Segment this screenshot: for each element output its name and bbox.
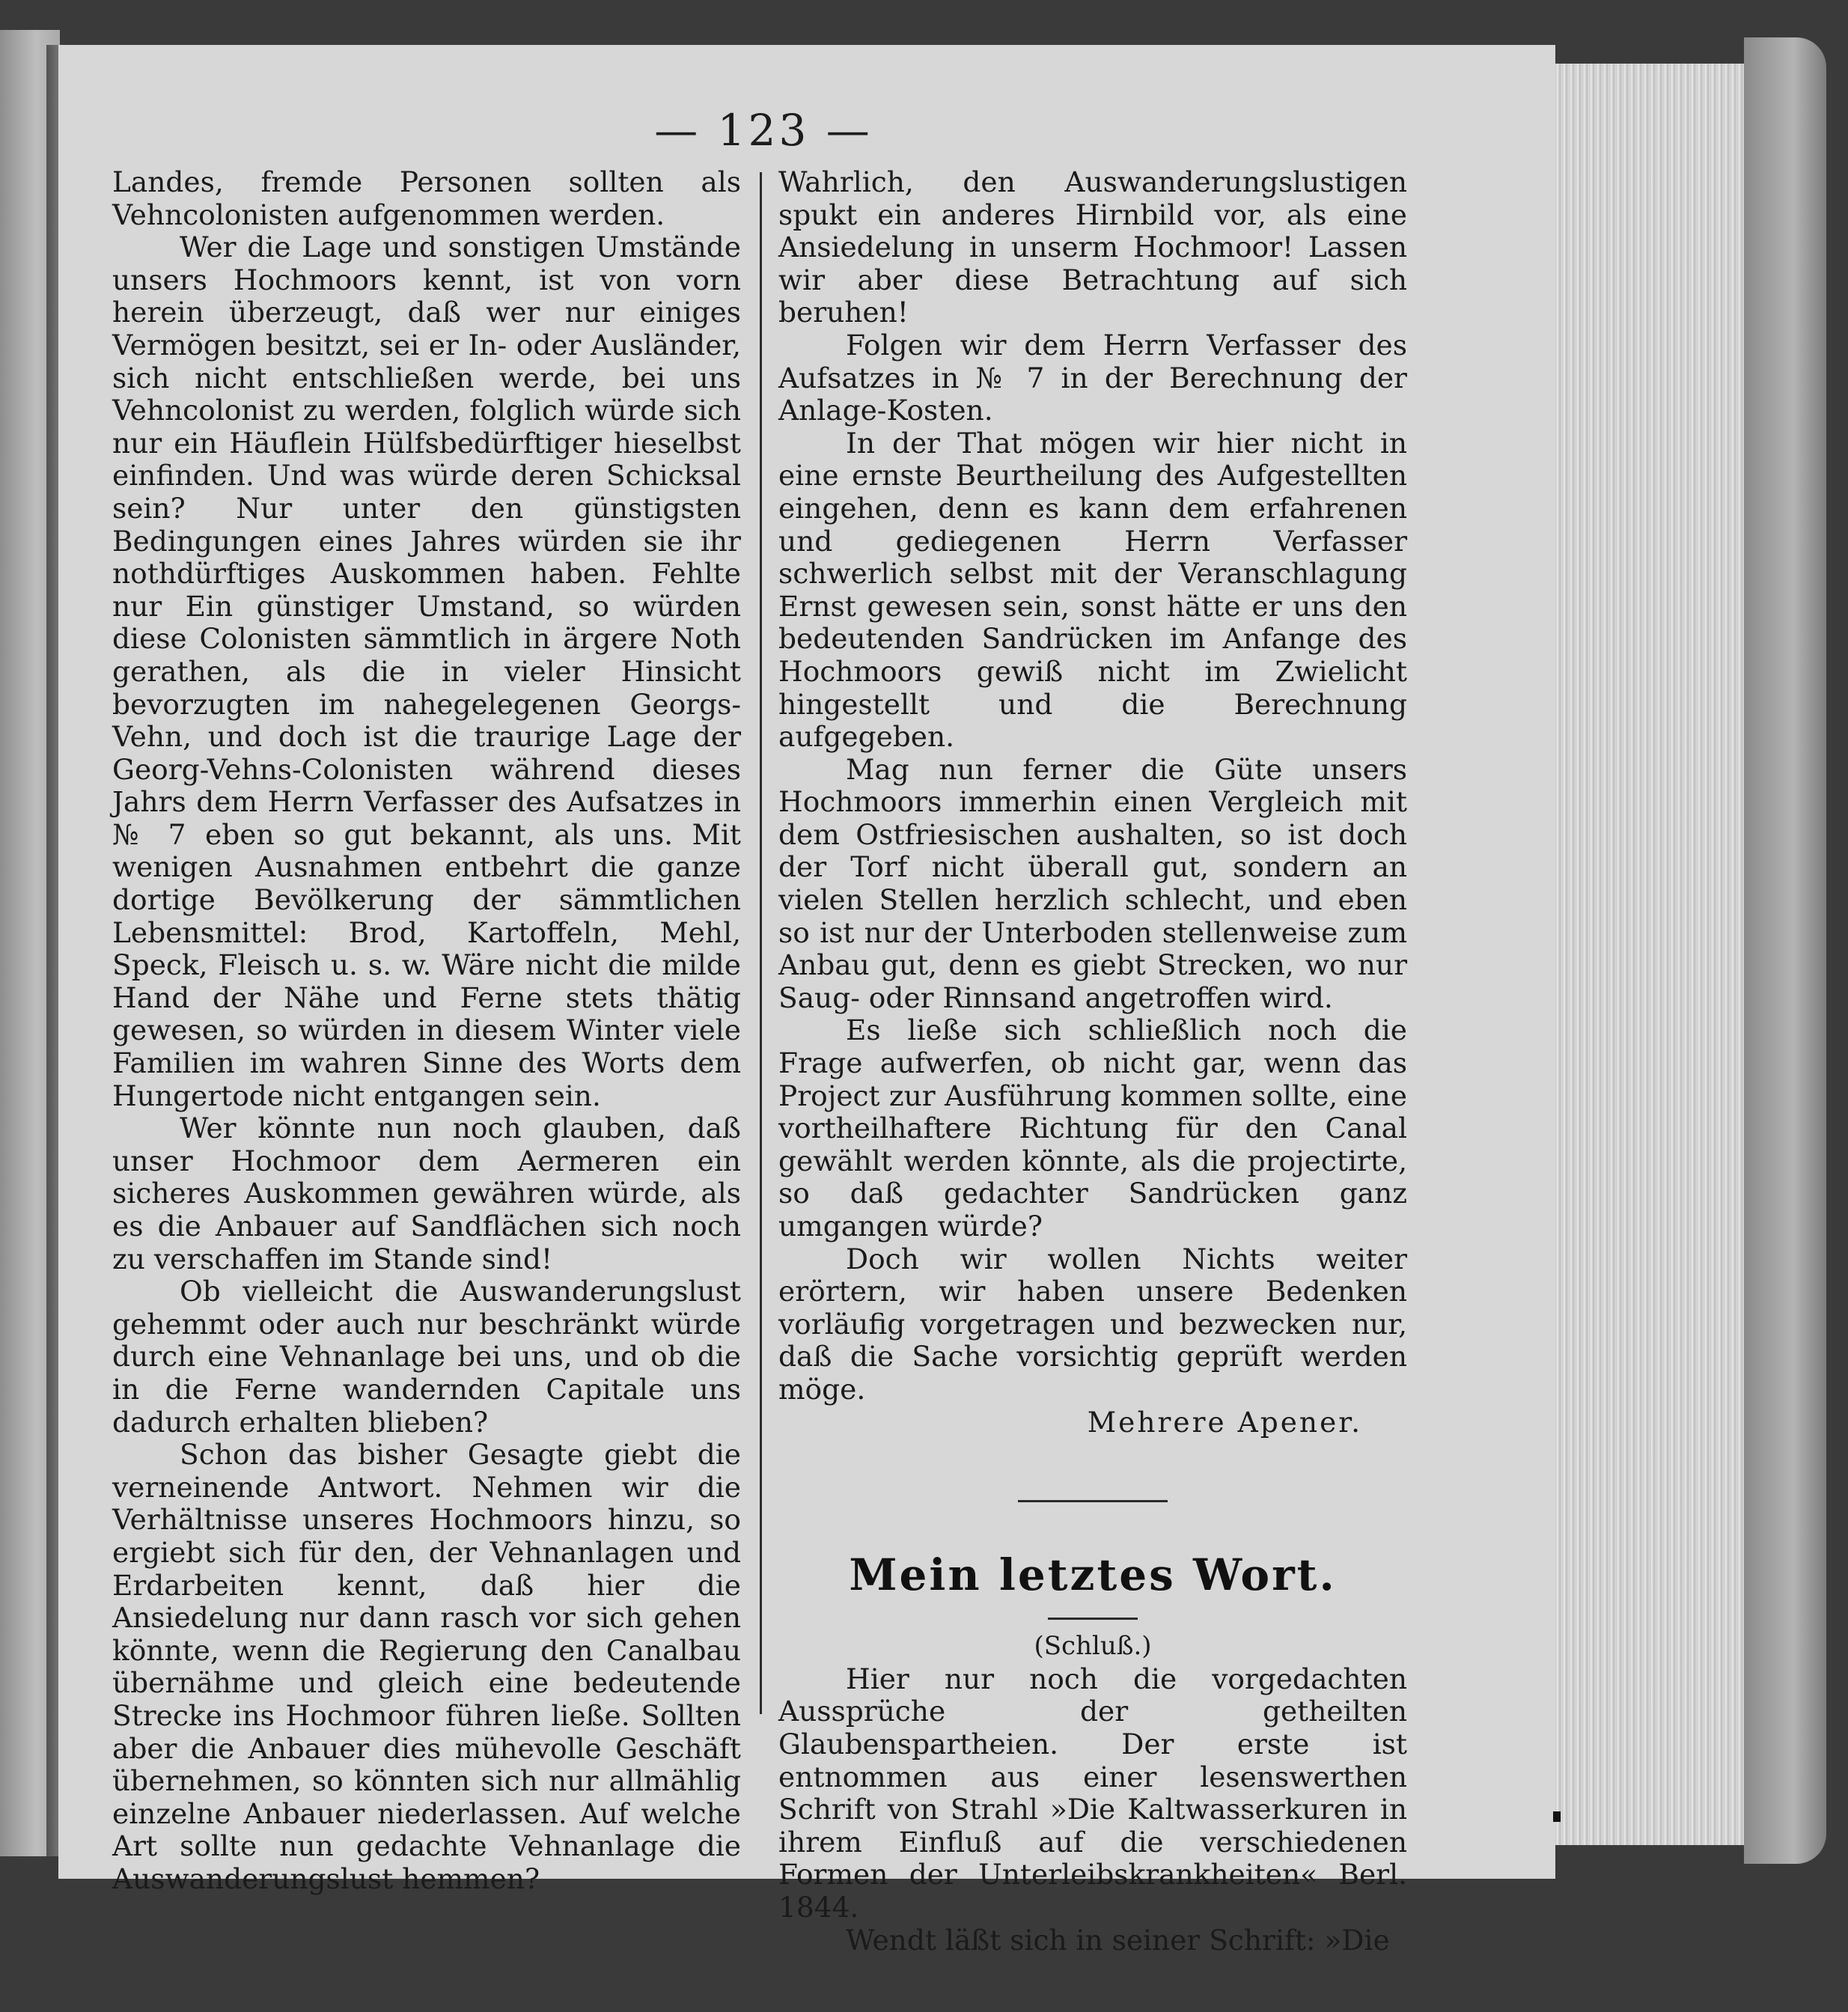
paragraph: Wer könnte nun noch glauben, daß unser Hochmoor dem Aermeren ein sicheres Auskommen gewähren würde, als es die Anbauer auf Sandflächen sich noch zu verschaffen im Stande sind! — [112, 1112, 741, 1275]
page-edges — [1555, 64, 1772, 1845]
right-column — [778, 166, 1407, 1957]
ink-mark — [1553, 1811, 1561, 1822]
paragraph: Es ließe sich schließlich noch die Frage aufwerfen, ob nicht gar, wenn das Project zur Ausführung kommen sollte, eine vortheilhaftere Richtung für den Canal gewählt werden könnte, als die projectirte, so daß gedachter Sandrücken ganz umgangen würde? — [778, 1013, 1407, 1243]
paragraph: Wendt läßt sich in seiner Schrift: »Die — [846, 1923, 1390, 1957]
paragraph: Schon das bisher Gesagte giebt die verneinende Antwort. Nehmen wir die Verhältnisse unseres Hochmoors hinzu, so ergiebt sich für den, der Vehnanlagen und Erdarbeiten kennt, daß hier die Ansiedelung nur dann rasch vor sich gehen könnte, wenn die Regierung den Canalbau übernähme und gleich eine bedeutende Strecke ins Hochmoor führen ließe. Sollten aber die Anbauer dies mühevolle Geschäft übernehmen, so könnten sich nur allmählig einzelne Anbauer niederlassen. Auf welche Art sollte nun gedachte Vehnanlage die Auswanderungslust hemmen? — [112, 1438, 741, 1895]
section-subtitle: (Schluß.) — [1034, 1631, 1152, 1662]
paragraph: Mag nun ferner die Güte unsers Hochmoors immerhin einen Vergleich mit dem Ostfriesischen aushalten, so ist doch der Torf nicht überall gut, sondern an vielen Stellen herzlich schlecht, und eben so ist nur der Unterboden stellenweise zum Anbau gut, denn es giebt Strecken, wo nur Saug- oder Rinnsand angetroffen wird. — [778, 752, 1407, 1014]
paragraph: Hier nur noch die vorgedachten Aussprüche der getheilten Glaubenspartheien. Der erste ist entnommen aus einer lesenswerthen Schrift von Strahl »Die Kaltwasserkuren in ihrem Einfluß auf die verschiedenen Formen der Unterleibskrankheiten« Berl. 1844. — [778, 1662, 1407, 1924]
paragraph: Doch wir wollen Nichts weiter erörtern, wir haben unsere Bedenken vorläufig vorgetragen und bezwecken nur, daß die Sache vorsichtig geprüft werden möge. — [778, 1242, 1407, 1406]
page-number: — 123 — — [654, 105, 873, 156]
paragraph: Wahrlich, den Auswanderungslustigen spukt ein anderes Hirnbild vor, als eine Ansiedelung in unserm Hochmoor! Lassen wir aber diese Betrachtung auf sich beruhen! — [778, 165, 1407, 329]
paragraph: In der That mögen wir hier nicht in eine ernste Beurtheilung des Aufgestellten eingehen, denn es kann dem erfahrenen und gediegenen Herrn Verfasser schwerlich selbst mit der Veranschlagung Ernst gewesen sein, sonst hätte er uns den bedeutenden Sandrücken im Anfange des Hochmoors gewiß nicht im Zwielicht hingestellt und die Berechnung aufgegeben. — [778, 426, 1407, 754]
signature: Mehrere Apener. — [1087, 1405, 1362, 1439]
paragraph: Wer die Lage und sonstigen Umstände unsers Hochmoors kennt, ist von vorn herein überzeugt, daß wer nur einiges Vermögen besitzt, sei er In- oder Ausländer, sich nicht entschließen werde, bei uns Vehncolonist zu werden, folglich würde sich nur ein Häuflein Hülfsbedürftiger hieselbst einfinden. Und was würde deren Schicksal sein? Nur unter den günstigsten Bedingungen eines Jahres würden sie ihr nothdürftiges Auskommen haben. Fehlte nur Ein günstiger Umstand, so würden diese Colonisten sämmtlich in ärgere Noth gerathen, als die in vieler Hinsicht bevorzugten im nahegelegenen Georgs-Vehn, und doch ist die traurige Lage der Georg-Vehns-Colonisten während dieses Jahrs dem Herrn Verfasser des Aufsatzes in № 7 eben so gut bekannt, als uns. Mit wenigen Ausnahmen entbehrt die ganze dortige Bevölkerung der sämmtlichen Lebensmittel: Brod, Kartoffeln, Mehl, Speck, Fleisch u. s. w. Wäre nicht die milde Hand der Nähe und Ferne stets thätig gewesen, so würden in diesem Winter viele Familien im wahren Sinne des Worts dem Hungertode nicht entgangen sein. — [112, 231, 741, 1112]
section-divider — [1018, 1500, 1168, 1502]
title-divider — [1048, 1618, 1138, 1620]
left-column — [112, 166, 741, 1895]
paragraph: Landes, fremde Personen sollten als Vehncolonisten aufgenommen werden. — [112, 165, 741, 231]
paragraph: Folgen wir dem Herrn Verfasser des Aufsatzes in № 7 in der Berechnung der Anlage-Kosten. — [778, 328, 1407, 427]
paragraph: Ob vielleicht die Auswanderungslust gehemmt oder auch nur beschränkt würde durch eine Vehnanlage bei uns, und ob die in die Ferne wandernden Capitale uns dadurch erhalten blieben? — [112, 1275, 741, 1439]
book-cover-edge — [1744, 37, 1826, 1864]
column-rule — [760, 172, 762, 1714]
section-title: Mein letztes Wort. — [849, 1549, 1337, 1601]
